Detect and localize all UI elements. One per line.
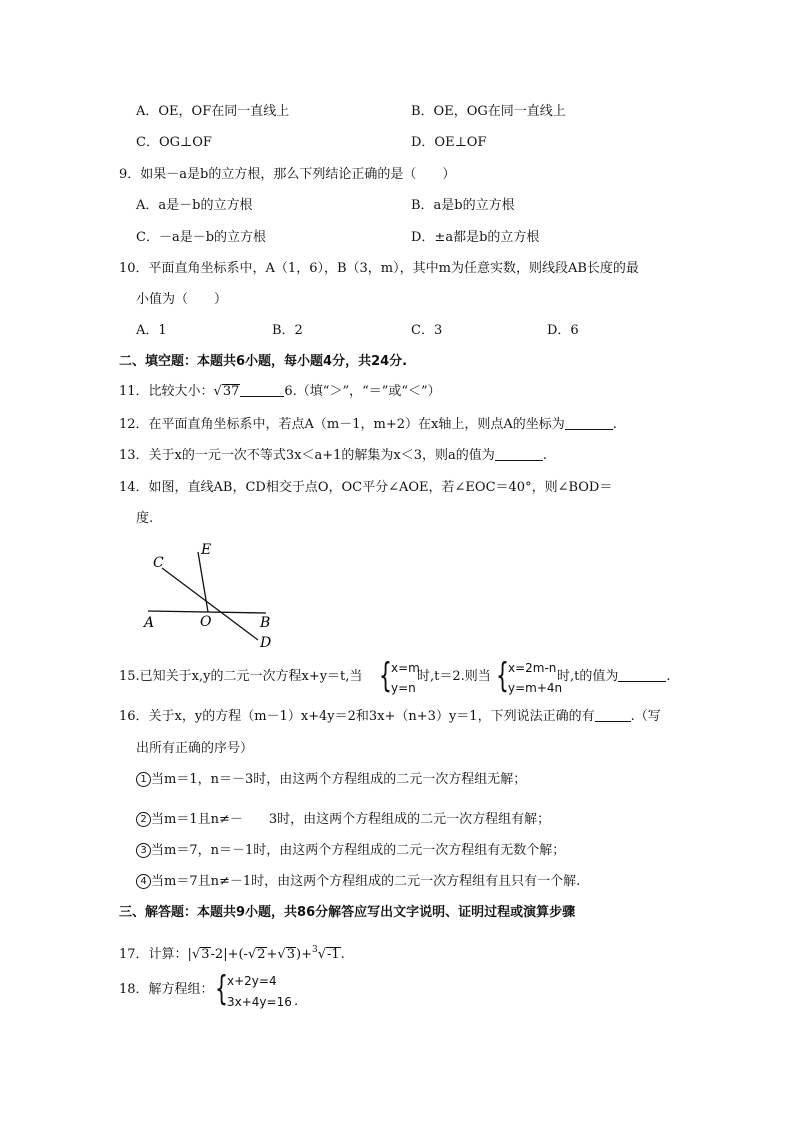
q18-end: .: [294, 994, 299, 1009]
q10-stem-line2: 小值为（ ）: [136, 292, 228, 307]
q17-op-2: +: [266, 947, 278, 962]
q11-suffix: 6.（填“＞”，“＝”或“＜”）: [284, 384, 441, 399]
q17: [119, 942, 345, 963]
q15-answer-blank: [618, 669, 666, 682]
label-c: C: [153, 555, 164, 571]
q9-option-b: B．a是b的立方根: [411, 198, 515, 213]
q9-option-d: D．±a都是b的立方根: [411, 230, 540, 245]
label-e: E: [201, 542, 212, 558]
q15-brace-1: {: [379, 656, 392, 696]
q12: [119, 417, 617, 433]
q11-radicand: 37: [222, 384, 240, 399]
q16-statement-1-text: 当m＝1，n＝－3时，由这两个方程组成的二元一次方程组无解；: [151, 772, 527, 787]
q16-answer-blank: [595, 709, 631, 722]
q14-line2: 度.: [136, 511, 154, 526]
q12-end: .: [612, 417, 617, 432]
q11-answer-blank: [240, 384, 284, 397]
q14-figure: [136, 538, 286, 652]
q17-op-3: )+: [296, 947, 312, 962]
label-o: O: [200, 614, 212, 630]
abs-bar-left: |: [187, 947, 192, 962]
q11: [119, 384, 441, 400]
q15-sys2-top: x=2m-n: [508, 661, 557, 675]
q11-prefix: 11．比较大小：: [119, 384, 214, 399]
q18-prefix: 18．解方程组：: [119, 982, 214, 997]
q15-sys1-bottom: y=n: [391, 681, 416, 695]
q10-option-d: D．6: [547, 323, 579, 338]
circled-number-2: 2: [136, 812, 151, 827]
label-d: D: [260, 635, 272, 651]
q15-middle: 时,t＝2.则当: [417, 669, 491, 684]
q18-eq-bottom: 3x+4y=16: [227, 995, 292, 1009]
q12-text: 12．在平面直角坐标系中，若点A（m－1，m+2）在x轴上，则点A的坐标为: [119, 417, 565, 432]
circled-number-1: 1: [136, 772, 151, 787]
q15-sys1-top: x=m: [391, 661, 420, 675]
q15-end: .: [666, 669, 671, 684]
label-b: B: [260, 615, 271, 631]
q14-line1: 14．如图，直线AB，CD相交于点O，OC平分∠AOE，若∠EOC＝40°，则∠BOD＝: [119, 480, 613, 495]
q17-cube-index: 3: [311, 945, 318, 955]
sqrt-symbol: √: [247, 947, 257, 962]
q16-line2: 出所有正确的序号）: [136, 741, 254, 756]
q15-brace-2: {: [496, 656, 509, 696]
q16-line1-suffix: .（写: [630, 709, 661, 724]
q16-statement-3: [136, 843, 565, 859]
q16-line1: [119, 709, 661, 725]
q17-op-1: +(-: [227, 947, 248, 962]
section-3-heading: 三、解答题：本题共9小题，共86分解答应写出文字说明、证明过程或演算步骤: [119, 905, 576, 920]
q17-minus-2: -2: [210, 947, 224, 962]
q16-statement-1: [136, 772, 526, 788]
q15-suffix-text: 时,t的值为: [557, 669, 619, 684]
label-a: A: [144, 615, 155, 631]
q12-answer-blank: [565, 417, 613, 430]
q8-option-b: B．OE，OG在同一直线上: [411, 104, 566, 119]
q15-prefix: 15.已知关于x,y的二元一次方程x+y＝t,当: [119, 669, 363, 684]
q13: [119, 448, 547, 464]
q16-statement-3-text: 当m＝7，n＝－1时，由这两个方程组成的二元一次方程组有无数个解；: [151, 843, 566, 858]
q17-sqrt-2: 2: [257, 947, 266, 962]
q15-sys2-bottom: y=m+4n: [508, 681, 563, 695]
circled-number-4: 4: [136, 874, 151, 889]
q10-option-c: C．3: [411, 323, 443, 338]
q17-sqrt-3: 3: [201, 947, 210, 962]
q17-sqrt-3b: 3: [286, 947, 295, 962]
q10-option-b: B．2: [272, 323, 303, 338]
q18-eq-top: x+2y=4: [227, 974, 277, 988]
ray-oe: [198, 552, 208, 612]
q10-stem-line1: 10．平面直角坐标系中，A（1，6），B（3，m），其中m为任意实数，则线段AB长度的最: [119, 261, 639, 276]
section-2-heading: 二、填空题：本题共6小题，每小题4分，共24分.: [119, 354, 408, 369]
q13-text: 13．关于x的一元一次不等式3x＜a+1的解集为x＜3，则a的值为: [119, 448, 495, 463]
q9-stem: 9．如果－a是b的立方根，那么下列结论正确的是（ ）: [119, 167, 456, 182]
q16-statement-2-text: 当m＝1且n≠－ 3时，由这两个方程组成的二元一次方程组有解；: [151, 812, 551, 827]
line-ab: [148, 611, 266, 613]
sqrt-symbol: √: [277, 947, 286, 962]
sqrt-symbol: √: [213, 384, 222, 399]
q10-option-a: A．1: [136, 323, 167, 338]
q9-option-a: A．a是－b的立方根: [136, 198, 253, 213]
q13-answer-blank: [495, 448, 543, 461]
q16-statement-2: [136, 812, 550, 828]
q17-prefix: 17．计算：: [119, 947, 188, 962]
q13-end: .: [542, 448, 547, 463]
q16-statement-4: [136, 874, 580, 890]
abs-bar-right: |: [223, 947, 228, 962]
q17-cube-radicand: -1: [327, 947, 340, 962]
q9-option-c: C．－a是－b的立方根: [136, 230, 267, 245]
q8-option-d: D．OE⊥OF: [411, 135, 487, 150]
q18-brace: {: [215, 969, 228, 1009]
q17-end: .: [340, 947, 345, 962]
q16-statement-4-text: 当m＝7且n≠－1时，由这两个方程组成的二元一次方程组有且只有一个解.: [151, 874, 581, 889]
sqrt-symbol: √: [191, 947, 201, 962]
q8-option-c: C．OG⊥OF: [136, 135, 212, 150]
cube-root-symbol: √: [317, 947, 326, 962]
q16-line1-text: 16．关于x，y的方程（m－1）x+4y＝2和3x+（n+3）y＝1，下列说法正确的有: [119, 709, 595, 724]
q15-suffix: [557, 669, 671, 685]
circled-number-3: 3: [136, 843, 151, 858]
q8-option-a: A．OE，OF在同一直线上: [136, 104, 290, 119]
